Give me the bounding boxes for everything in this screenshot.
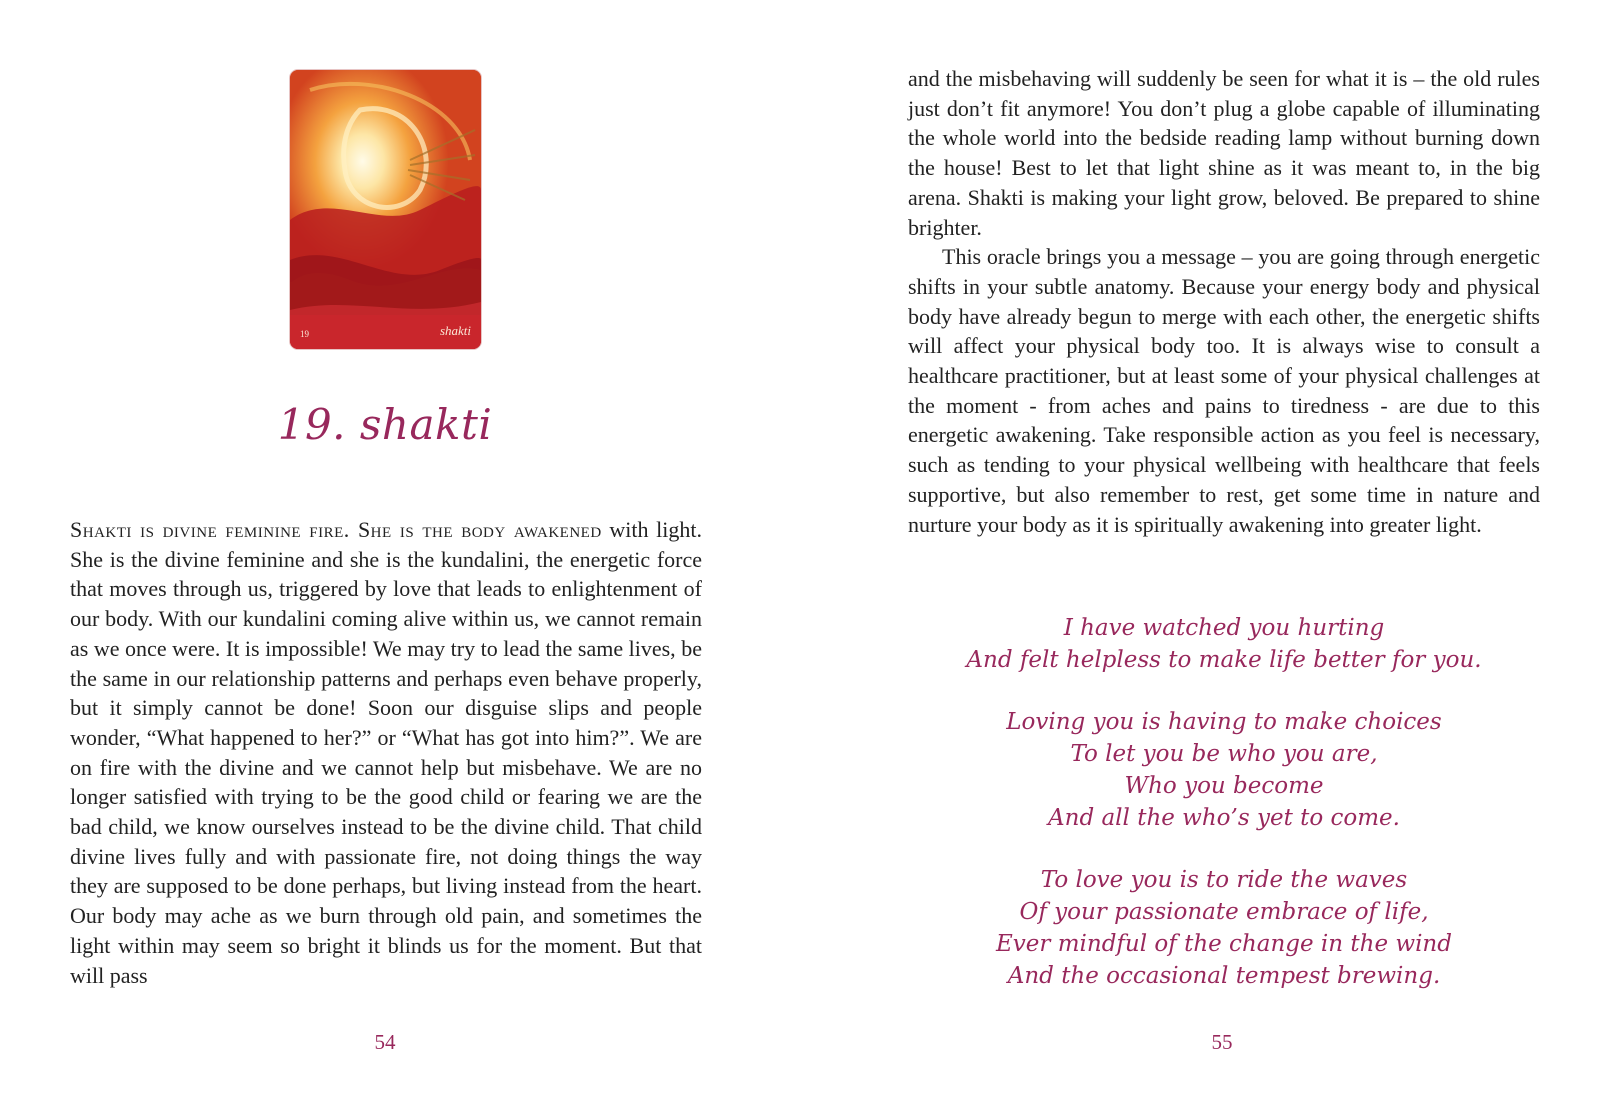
poem [908,612,1540,1022]
left-body-text [70,515,702,990]
page-number-left: 54 [374,1030,396,1054]
right-paragraph-1: and the misbehaving will suddenly be seen for what it is – the old rules just don’t fit anymore! You don’t plug a globe capable of illuminating the whole world into the bedside reading lamp without burning down the house! Best to let that light shine as it was meant to, in the big arena. Shakti is making your light grow, beloved. Be prepared to shine brighter. [908,66,1540,240]
right-page [800,0,1600,1106]
page-number-right: 55 [1211,1030,1233,1054]
poem-stanza-1 [908,612,1540,676]
poem-line: To love you is to ride the waves [1040,867,1408,893]
right-paragraph-2: This oracle brings you a message – you are going through energetic shifts in your subtle anatomy. Because your energy body and physical body have already begun to merge with each other, the energetic shifts will affect your physical body too. It is always wise to consult a healthcare practitioner, but at least some of your physical challenges at the moment - from aches and pains to tiredness - are due to this energetic awakening. Take responsible action as you feel is necessary, such as tending to your physical wellbeing with healthcare that feels supportive, but also remember to rest, get some time in nature and nurture your body as it is spiritually awakening into greater light. [908,244,1540,537]
left-paragraph-rest: with light. She is the divine feminine and she is the kundalini, the energetic force that moves through us, triggered by love that leads to enlightenment of our body. With our kundalini coming alive within us, we cannot remain as we once were. It is impossible! We may try to lead the same lives, be the same in our relationship patterns and perhaps even behave properly, but it simply cannot be done! Soon our disguise slips and people wonder, “What happened to her?” or “What has got into him?”. We are on fire with the divine and we cannot help but misbehave. We are no longer satisfied with trying to be the good child or fearing we are the bad child, we know ourselves instead to be the divine child. That child divine lives fully and with passionate fire, not doing things the way they are supposed to be done perhaps, but living instead from the heart. Our body may ache as we burn through old pain, and sometimes the light within may seem so bright it blinds us for the moment. But that will pass [70,517,702,988]
card-artwork [290,70,481,349]
poem-line: Loving you is having to make choices [1006,709,1442,735]
poem-line: And all the who’s yet to come. [1048,805,1400,831]
card-number: 19 [300,329,309,339]
intro-smallcaps: Shakti is divine feminine fire. She is the body awakened [70,517,602,542]
poem-line: To let you be who you are, [1070,741,1378,767]
card-title: 19. shakti [277,400,493,449]
poem-line: And felt helpless to make life better for you. [966,647,1482,673]
card-name: shakti [439,323,471,338]
oracle-card-image [290,70,481,349]
poem-line: I have watched you hurting [1063,615,1385,641]
poem-line: And the occasional tempest brewing. [1007,963,1441,989]
poem-line: Ever mindful of the change in the wind [996,931,1452,957]
poem-stanza-2 [908,706,1540,834]
poem-stanza-3 [908,864,1540,992]
left-paragraph [70,515,702,990]
poem-line: Who you become [1124,773,1324,799]
poem-line: Of your passionate embrace of life, [1019,899,1429,925]
right-body-text [908,64,1540,539]
